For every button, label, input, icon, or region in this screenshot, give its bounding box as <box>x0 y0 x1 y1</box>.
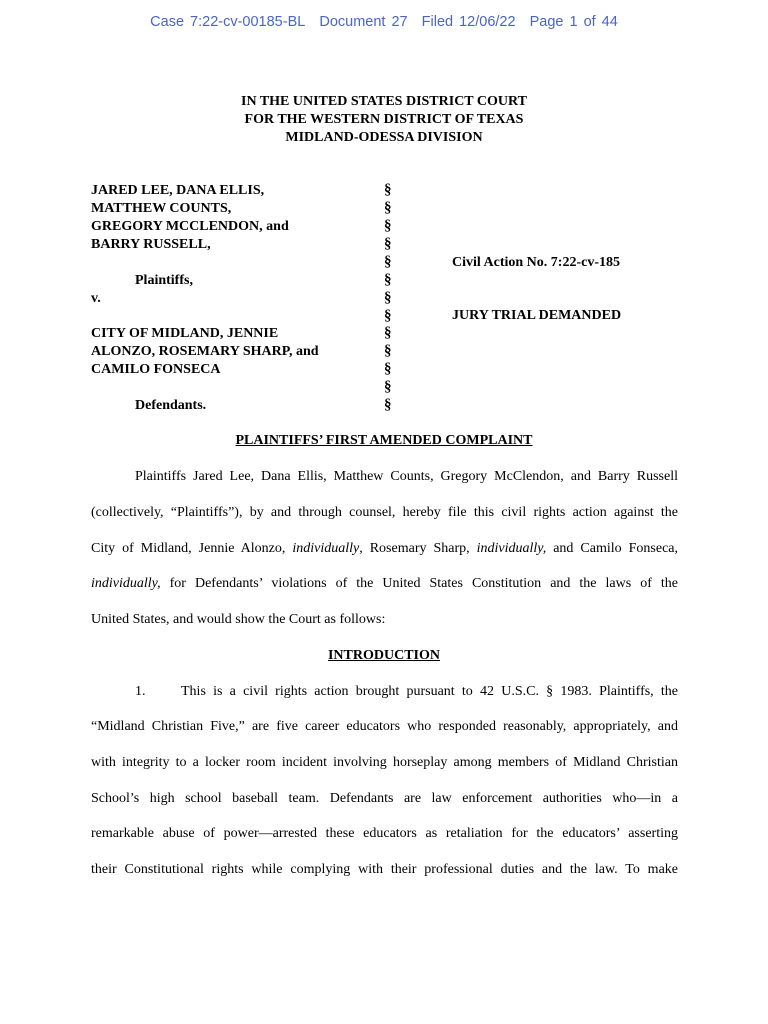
intro-text-span: City of Midland, Jennie Alonzo, <box>91 541 293 556</box>
intro-text-span: for Defendants’ violations of the United States Constitution and the laws of the <box>160 576 678 591</box>
intro-paragraph-line: United States, and would show the Court as follows: <box>91 612 386 627</box>
section-symbol: § <box>384 290 392 306</box>
defendant-names-line-1: CITY OF MIDLAND, JENNIE <box>91 326 279 341</box>
section-symbol: § <box>384 254 392 270</box>
paragraph-line: School’s high school baseball team. Defendants are law enforcement authorities who—in a <box>91 791 678 806</box>
complaint-title: PLAINTIFFS’ FIRST AMENDED COMPLAINT <box>235 433 533 448</box>
court-line-2: FOR THE WESTERN DISTRICT OF TEXAS <box>244 112 524 127</box>
italic-individually: individually, <box>476 541 547 556</box>
versus-label: v. <box>91 291 101 306</box>
document-number: Document 27 <box>319 14 408 30</box>
plaintiff-names-line-2: MATTHEW COUNTS, <box>91 201 232 216</box>
section-symbol: § <box>384 325 392 341</box>
section-symbol: § <box>384 200 392 216</box>
court-heading <box>0 93 768 147</box>
intro-paragraph-line <box>91 576 678 592</box>
plaintiffs-label: Plaintiffs, <box>135 273 193 288</box>
section-symbol: § <box>384 308 392 324</box>
ecf-filing-header <box>0 14 768 30</box>
section-symbol: § <box>384 272 392 288</box>
intro-paragraph-line: Plaintiffs Jared Lee, Dana Ellis, Matthew Counts, Gregory McClendon, and Barry Russell <box>135 469 678 484</box>
paragraph-line: their Constitutional rights while complying with their professional duties and the law. To make <box>91 862 678 877</box>
section-heading-introduction: INTRODUCTION <box>327 648 440 663</box>
plaintiff-names-line-4: BARRY RUSSELL, <box>91 237 211 252</box>
section-symbol: § <box>384 397 392 413</box>
case-number: Case 7:22-cv-00185-BL <box>150 14 306 30</box>
italic-individually: individually, <box>91 576 161 591</box>
section-symbol: § <box>384 379 392 395</box>
section-symbol: § <box>384 361 392 377</box>
section-symbol: § <box>384 218 392 234</box>
section-symbol: § <box>384 343 392 359</box>
defendant-names-line-2: ALONZO, ROSEMARY SHARP, and <box>91 344 319 359</box>
paragraph-line: “Midland Christian Five,” are five career educators who responded reasonably, appropriately, and <box>91 719 678 734</box>
intro-paragraph-line: (collectively, “Plaintiffs”), by and through counsel, hereby file this civil rights action against the <box>91 505 678 520</box>
paragraph-line: with integrity to a locker room incident involving horseplay among members of Midland Christian <box>91 755 678 770</box>
civil-action-number: Civil Action No. 7:22-cv-185 <box>452 255 620 270</box>
page-indicator: Page 1 of 44 <box>529 14 618 30</box>
plaintiff-names-line-1: JARED LEE, DANA ELLIS, <box>91 183 265 198</box>
filed-date: Filed 12/06/22 <box>421 14 516 30</box>
section-symbol: § <box>384 236 392 252</box>
paragraph-line: This is a civil rights action brought pursuant to 42 U.S.C. § 1983. Plaintiffs, the <box>181 684 678 699</box>
defendant-names-line-3: CAMILO FONSECA <box>91 362 221 377</box>
intro-paragraph-line <box>91 541 678 557</box>
intro-text-span: and Camilo Fonseca, <box>546 541 678 556</box>
jury-trial-demand: JURY TRIAL DEMANDED <box>452 308 622 323</box>
court-line-3: MIDLAND-ODESSA DIVISION <box>285 130 483 145</box>
intro-text-span: , Rosemary Sharp, <box>359 541 477 556</box>
paragraph-number: 1. <box>135 684 146 699</box>
court-line-1: IN THE UNITED STATES DISTRICT COURT <box>241 94 527 109</box>
italic-individually: individually <box>292 541 360 556</box>
plaintiff-names-line-3: GREGORY MCCLENDON, and <box>91 219 289 234</box>
defendants-label: Defendants. <box>135 398 207 413</box>
paragraph-line: remarkable abuse of power—arrested these educators as retaliation for the educators’ asserting <box>91 826 678 841</box>
section-symbol: § <box>384 182 392 198</box>
